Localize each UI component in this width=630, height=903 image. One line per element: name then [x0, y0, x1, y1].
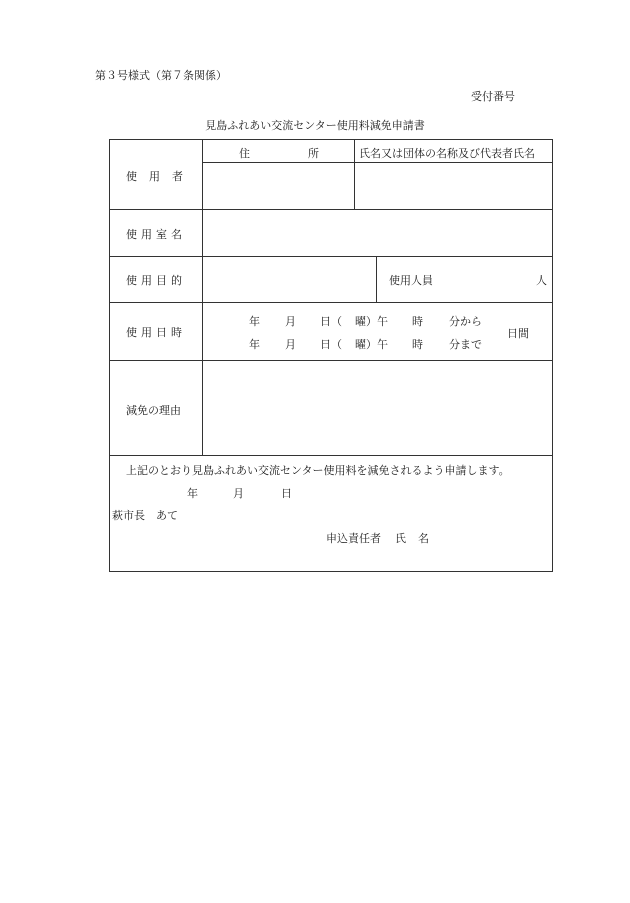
days-label: 日間: [507, 327, 529, 340]
room-label-char: 室: [156, 228, 167, 241]
applicant-name-char: 名: [418, 532, 429, 545]
room-label-char: 用: [141, 228, 152, 241]
datetime-label-char: 時: [171, 326, 182, 339]
year-label: 年: [249, 315, 260, 328]
applicant-label: 申込責任者: [326, 532, 381, 545]
day-label: 日（: [320, 315, 342, 328]
address-header: [239, 145, 319, 161]
document-title-text: 見島ふれあい交流センター使用料減免申請書: [205, 119, 425, 132]
purpose-label-char: 用: [141, 274, 152, 287]
user-label-char: 者: [172, 170, 183, 183]
user-label-char: 用: [149, 170, 160, 183]
application-year-label: 年: [187, 487, 198, 500]
reception-number-label: 受付番号: [471, 90, 515, 103]
name-header: 氏名又は団体の名称及び代表者氏名: [359, 147, 535, 160]
datetime-label: [126, 324, 182, 340]
weekday-ampm-label: 曜）午: [355, 338, 388, 351]
applicant-name-char: 氏: [395, 532, 406, 545]
application-month-label: 月: [233, 487, 244, 500]
purpose-label-char: 的: [171, 274, 182, 287]
hour-label: 時: [412, 315, 423, 328]
minute-until-label: 分まで: [449, 338, 482, 351]
form-number: 第３号様式（第７条関係）: [95, 69, 227, 82]
address-header-char: 所: [308, 147, 319, 160]
declaration-text: 上記のとおり見島ふれあい交流センター使用料を減免されるよう申請します。: [126, 464, 510, 477]
day-label: 日（: [320, 338, 342, 351]
people-label: 使用人員: [389, 274, 433, 287]
datetime-label-char: 日: [156, 326, 167, 339]
address-header-char: 住: [239, 147, 250, 160]
room-label-char: 名: [171, 228, 182, 241]
room-field[interactable]: [204, 211, 551, 255]
month-label: 月: [285, 315, 296, 328]
applicant-name-label: [395, 530, 429, 546]
reason-label: 減免の理由: [126, 404, 181, 417]
purpose-label-char: 目: [156, 274, 167, 287]
year-label: 年: [249, 338, 260, 351]
addressee: 萩市長 あて: [112, 509, 178, 522]
document-title: [0, 117, 630, 133]
month-label: 月: [285, 338, 296, 351]
datetime-label-char: 用: [141, 326, 152, 339]
reason-field[interactable]: [204, 362, 551, 454]
people-count-field[interactable]: [446, 258, 530, 301]
user-label-char: 使: [126, 170, 137, 183]
name-field[interactable]: [356, 164, 551, 208]
application-day-label: 日: [281, 487, 292, 500]
weekday-ampm-label: 曜）午: [355, 315, 388, 328]
room-label: [126, 226, 182, 242]
datetime-label-char: 使: [126, 326, 137, 339]
applicant-name-field[interactable]: [440, 524, 545, 548]
people-unit: 人: [536, 274, 547, 287]
address-field[interactable]: [204, 164, 353, 208]
hour-label: 時: [412, 338, 423, 351]
room-label-char: 使: [126, 228, 137, 241]
minute-from-label: 分から: [449, 315, 482, 328]
purpose-label: [126, 272, 182, 288]
user-label: [126, 168, 183, 184]
purpose-label-char: 使: [126, 274, 137, 287]
purpose-field[interactable]: [204, 258, 375, 301]
